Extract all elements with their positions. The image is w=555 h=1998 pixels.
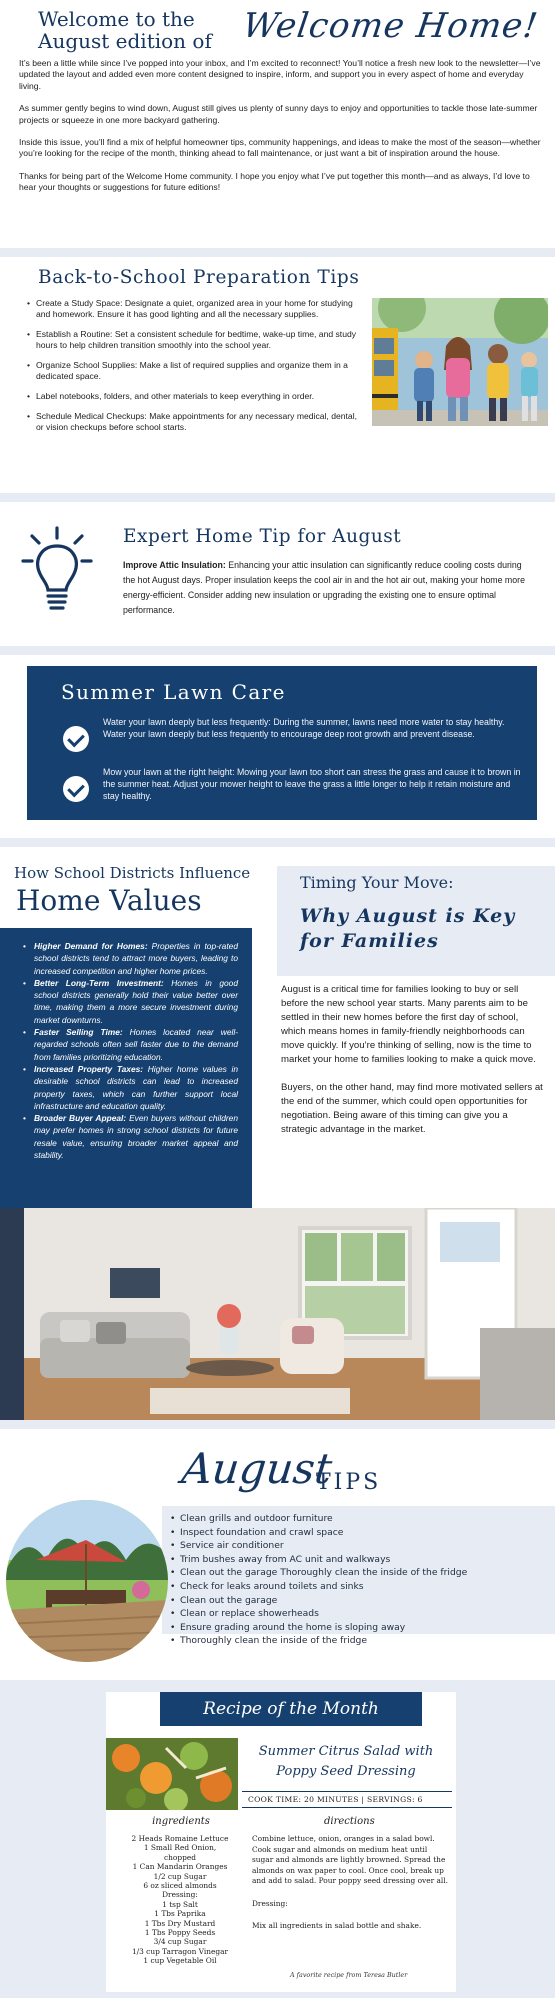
timing-body [281, 983, 543, 1151]
tips-word: TIPS [316, 1470, 382, 1495]
welcome-paragraph: It’s been a little while since I’ve popped into your inbox, and I’m excited to reconnect! You’ll notice a fresh new look to the newsletter—I’ve updated the layout and added even more content designed to inspire, inform, and support you in every aspect of home and everyday living. [19, 58, 541, 91]
list-item: • Check for leaks around toilets and sinks [180, 1580, 467, 1594]
direction-paragraph: Combine lettuce, onion, oranges in a salad bowl. Cook sugar and almonds on medium heat until sugar and almonds are lightly browned. Spread the almonds on wax paper to cool. Once cool, break up and add to salad. Pour poppy seed dressing over all. [252, 1834, 448, 1885]
recipe-credit: A favorite recipe from Teresa Butler [290, 1971, 408, 1979]
ingredient: 6 oz sliced almonds [143, 1881, 217, 1891]
list-item: • Clean or replace showerheads [180, 1607, 467, 1621]
ingredients-heading: ingredients [152, 1816, 210, 1827]
recipe-meta: COOK TIME: 20 MINUTES | SERVINGS: 6 [242, 1791, 452, 1808]
list-item: • Label notebooks, folders, and other materials to keep everything in order. [36, 391, 364, 402]
ingredient: 1 Tbs Dry Mustard [144, 1918, 216, 1928]
expert-tip-body [123, 558, 533, 618]
welcome-section [0, 0, 555, 248]
recipe-banner: Recipe of the Month [160, 1692, 422, 1726]
item-lead: Higher Demand for Homes: [34, 941, 148, 951]
living-room-photo [0, 1208, 555, 1420]
districts-heading-big: Home Values [16, 884, 202, 917]
welcome-title [38, 8, 212, 52]
welcome-paragraph: Inside this issue, you’ll find a mix of helpful homeowner tips, community happenings, and ideas to make the most of the season—whether you’re looking for the recipe of the month, thinking ahead to fall maintenance, or just want a bit of inspiration around the house. [19, 137, 541, 159]
districts-list [34, 940, 238, 1161]
welcome-title-line1: Welcome to the [38, 7, 195, 31]
list-item: • Clean out the garage Thoroughly clean the inside of the fridge [180, 1566, 467, 1580]
august-script: August [179, 1444, 335, 1493]
item-text: Homes located near well-regarded schools often sell faster due to the demand from families prioritizing education. [34, 1027, 238, 1062]
districts-heading-small: How School Districts Influence [14, 864, 251, 882]
divider-band [0, 493, 555, 502]
welcome-body [19, 58, 544, 205]
list-item: • Service air conditioner [180, 1539, 467, 1553]
list-item: • Thoroughly clean the inside of the fridge [180, 1634, 467, 1648]
item-text: Homes in good school districts generally hold their value better over time, making them a more secure investment during market downturns. [34, 977, 238, 1025]
list-item [34, 940, 238, 977]
school-kids-photo [372, 298, 548, 426]
divider-band [0, 646, 555, 655]
school-districts-section [0, 858, 555, 1418]
item-text: Higher home values in desirable school districts can lead to increased property taxes, which can further support local infrastructure and education quality. [34, 1063, 238, 1111]
item-lead: Increased Property Taxes: [34, 1063, 144, 1074]
timing-paragraph: Buyers, on the other hand, may find more motivated sellers at the end of the summer, which could open opportunities for negotiation. Being aware of this timing can give you a strategic advantage in the market. [281, 1082, 543, 1135]
salad-photo [106, 1738, 238, 1810]
list-item [34, 1063, 238, 1112]
direction-paragraph: Dressing: [252, 1898, 288, 1908]
divider-band [0, 1420, 555, 1429]
directions-heading: directions [324, 1816, 375, 1827]
item-lead: Broader Buyer Appeal: [34, 1113, 127, 1124]
list-item: • Clean out the garage [180, 1594, 467, 1608]
lawn-care-item [63, 766, 523, 802]
direction-paragraph: Mix all ingredients in salad bottle and shake. [252, 1921, 422, 1930]
patio-photo [6, 1500, 168, 1662]
ingredient: 1 cup Vegetable Oil [143, 1956, 217, 1966]
recipe-card [106, 1692, 456, 1992]
ingredient: 3/4 cup Sugar [153, 1937, 207, 1947]
timing-subtitle: Timing Your Move: [300, 873, 454, 892]
ingredient: 1 Tbs Paprika [154, 1909, 206, 1919]
item-text: Even buyers without children may prefer homes in strong school districts for future resale value, ensuring broader market appeal and stability. [34, 1113, 238, 1161]
divider-band [0, 248, 555, 257]
item-text: Properties in top-rated school districts tend to attract more buyers, leading to increased competition and higher home prices. [34, 941, 238, 976]
back-to-school-section [0, 262, 555, 492]
list-item: • Establish a Routine: Set a consistent schedule for bedtime, wake-up time, and study hours to help children transition smoothly into the school year. [36, 329, 364, 351]
list-item: • Clean grills and outdoor furniture [180, 1512, 467, 1526]
ingredient: 1 Tbs Poppy Seeds [144, 1928, 216, 1938]
timing-paragraph: August is a critical time for families looking to buy or sell before the new school year starts. Many parents aim to be settled in their new homes before the first day of school, which means homes in family-friendly neighborhoods can move quickly. If you’re thinking of selling, now is the time to market your home to families looking to make a quick move. [281, 984, 536, 1065]
timing-title: Why August is Key for Families [300, 905, 516, 952]
ingredient: 1 Small Red Onion, [143, 1843, 217, 1853]
item-lead: Better Long-Term Investment: [34, 977, 164, 988]
back-to-school-list [36, 298, 364, 442]
lawn-care-section [27, 666, 537, 820]
ingredient: Dressing: [162, 1890, 198, 1900]
expert-tip-title: Expert Home Tip for August [123, 526, 402, 547]
list-item [34, 1112, 238, 1161]
list-item: • Inspect foundation and crawl space [180, 1526, 467, 1540]
recipe-section [0, 1680, 555, 1998]
list-item: • Trim bushes away from AC unit and walkways [180, 1553, 467, 1567]
expert-tip-section [0, 510, 555, 640]
list-item [34, 1026, 238, 1063]
lawn-care-title: Summer Lawn Care [61, 680, 286, 704]
ingredient: 1 Can Mandarin Oranges [132, 1862, 228, 1872]
divider-band [0, 838, 555, 847]
welcome-paragraph: As summer gently begins to wind down, August still gives us plenty of sunny days to enjoy and opportunities to tackle those late-summer projects or squeeze in one more backyard gathering. [19, 103, 538, 125]
lawn-care-item [63, 716, 523, 740]
ingredient: 1 tsp Salt [162, 1899, 198, 1909]
lawn-care-text: Mow your lawn at the right height: Mowing your lawn too short can stress the grass and cause it to brown in the summer heat. Adjust your mower height to leave the grass a little longer to help it retain moisture and stay healthy. [103, 767, 521, 801]
list-item: • Schedule Medical Checkups: Make appointments for any necessary medical, dental, or vision checkups before school starts. [36, 411, 364, 433]
check-circle-icon [63, 776, 89, 802]
expert-tip-text: Enhancing your attic insulation can significantly reduce cooling costs during the hot August days. Proper insulation keeps the cool air in and the hot air out, making your home more energy-efficient. Consider adding new insulation or upgrading the existing one to ensure optimal performance. [123, 560, 525, 615]
lawn-care-text: Water your lawn deeply but less frequently: During the summer, lawns need more water to stay healthy. Water your lawn deeply but less frequently to encourage deep root growth and prevent disease. [103, 717, 505, 739]
list-item: • Ensure grading around the home is sloping away [180, 1621, 467, 1635]
item-lead: Faster Selling Time: [34, 1027, 123, 1038]
back-to-school-title: Back-to-School Preparation Tips [38, 267, 360, 288]
ingredient: 1/2 cup Sugar [153, 1871, 207, 1881]
list-item: • Create a Study Space: Designate a quiet, organized area in your home for studying and homework. Ensure it has good lighting and all the necessary supplies. [36, 298, 364, 320]
list-item: • Organize School Supplies: Make a list of required supplies and organize them in a dedicated space. [36, 360, 364, 382]
welcome-paragraph: Thanks for being part of the Welcome Home community. I hope you enjoy what I’ve put together this month—and as always, I’d love to hear your thoughts or suggestions for future editions! [19, 170, 530, 193]
ingredient: 2 Heads Romaine Lettuce [131, 1834, 229, 1843]
welcome-home-script: Welcome Home! [240, 6, 541, 46]
ingredient: 1/3 cup Tarragon Vinegar [131, 1946, 229, 1956]
expert-tip-lead: Improve Attic Insulation: [123, 560, 226, 570]
august-tips-list [180, 1512, 467, 1648]
list-item [34, 977, 238, 1026]
ingredients-list [110, 1834, 250, 1966]
ingredient: chopped [164, 1852, 196, 1862]
welcome-title-line2: August edition of [38, 29, 212, 53]
check-circle-icon [63, 726, 89, 752]
august-tips-section [0, 1440, 555, 1670]
lightbulb-icon [20, 524, 94, 616]
recipe-title: Summer Citrus Salad with Poppy Seed Dressing [258, 1744, 434, 1779]
directions-text [252, 1834, 448, 1944]
